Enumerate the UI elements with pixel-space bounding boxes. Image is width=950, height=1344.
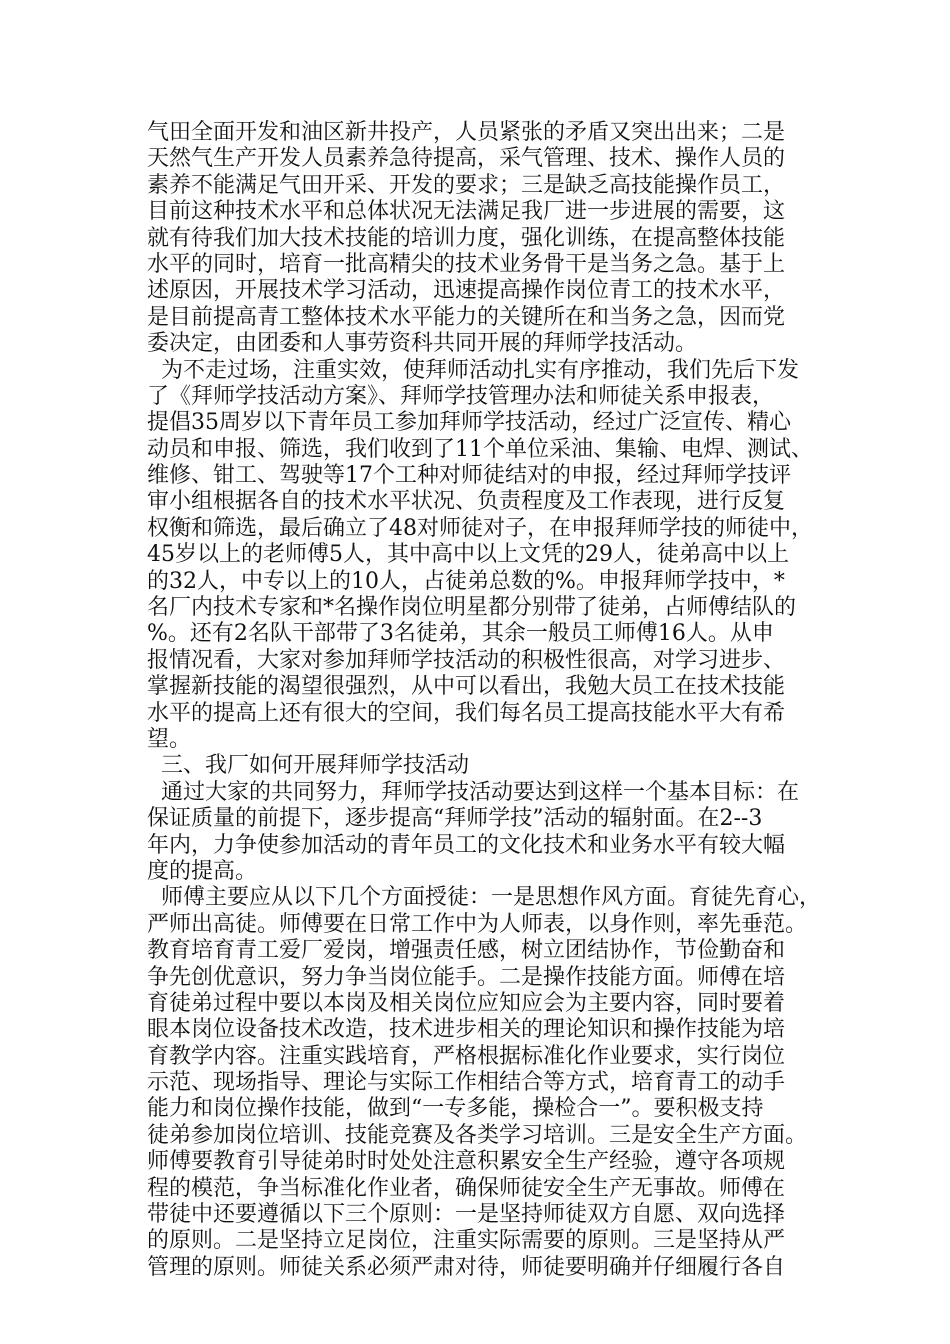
text-line: 育徒弟过程中要以本岗及相关岗位应知应会为主要内容，同时要着 (147, 990, 786, 1016)
text-line: 就有待我们加大技术技能的培训力度，强化训练，在提高整体技能 (147, 225, 786, 251)
text-line: %。还有2名队干部带了3名徒弟，其余一般员工师傅16人。从申 (147, 621, 774, 647)
paragraph (147, 120, 817, 358)
text-line: 权衡和筛选，最后确立了48对师徒对子，在申报拜师学技的师徒中， (147, 515, 813, 541)
text-line: 望。 (147, 726, 192, 752)
text-line: 程的模范，争当标准化作业者，确保师徒安全生产无事故。师傅在 (147, 1175, 786, 1201)
section-heading (147, 753, 817, 779)
text-line: 了《拜师学技活动方案》、拜师学技管理办法和师徒关系申报表， (147, 383, 775, 409)
text-line: 提倡35周岁以下青年员工参加拜师学技活动，经过广泛宣传、精心 (147, 410, 791, 436)
text-line: 示范、现场指导、理论与实际工作相结合等方式，培育青工的动手 (147, 1070, 786, 1096)
text-line: 的原则。二是坚持立足岗位，注重实际需要的原则。三是坚持从严 (147, 1228, 786, 1254)
text-line: 年内，力争使参加活动的青年员工的文化技术和业务水平有较大幅 (147, 832, 786, 858)
text-line: 审小组根据各自的技术水平状况、负责程度及工作表现，进行反复 (147, 489, 786, 515)
text-line: 气田全面开发和油区新井投产，人员紧张的矛盾又突出出来；二是 (147, 120, 786, 145)
text-line: 育教学内容。注重实践培育，严格根据标准化作业要求，实行岗位 (147, 1043, 786, 1069)
text-line: 争先创优意识，努力争当岗位能手。二是操作技能方面。师傅在培 (147, 964, 786, 990)
text-line: 天然气生产开发人员素养急待提高，采气管理、技术、操作人员的 (147, 146, 786, 172)
text-line: 水平的提高上还有很大的空间，我们每名员工提高技能水平大有希 (147, 700, 786, 726)
text-line: 动员和申报、筛选，我们收到了11个单位采油、集输、电焊、测试、 (147, 436, 813, 462)
text-line: 通过大家的共同努力，拜师学技活动要达到这样一个基本目标：在 (147, 779, 799, 805)
text-line: 为不走过场，注重实效，使拜师活动扎实有序推动，我们先后下发 (147, 357, 799, 383)
text-line: 带徒中还要遵循以下三个原则：一是坚持师徒双方自愿、双向选择 (147, 1202, 786, 1228)
text-line: 水平的同时，培育一批高精尖的技术业务骨干是当务之急。基于上 (147, 251, 786, 277)
paragraph (147, 358, 817, 754)
text-line: 师傅要教育引导徒弟时时处处注意积累安全生产经验，遵守各项规 (147, 1149, 786, 1175)
paragraph (147, 780, 817, 886)
text-line: 严师出高徒。师傅要在日常工作中为人师表，以身作则，率先垂范。 (147, 911, 808, 937)
text-line: 师傅主要应从以下几个方面授徒：一是思想作风方面。育徒先育心， (147, 885, 821, 911)
text-line: 眼本岗位设备技术改造，技术进步相关的理论知识和操作技能为培 (147, 1017, 786, 1043)
document-page (147, 120, 821, 1281)
text-line: 管理的原则。师徒关系必须严肃对待，师徒要明确并仔细履行各自 (147, 1254, 786, 1280)
text-line: 45岁以上的老师傅5人，其中高中以上文凭的29人，徒弟高中以上 (147, 542, 789, 568)
text-line: 目前这种技术水平和总体状况无法满足我厂进一步进展的需要，这 (147, 199, 786, 225)
text-line: 度的提高。 (147, 858, 258, 884)
text-line: 的32人，中专以上的10人，占徒弟总数的%。申报拜师学技中，* (147, 568, 785, 594)
text-line: 是目前提高青工整体技术水平能力的关键所在和当务之急，因而党 (147, 304, 786, 330)
text-line: 保证质量的前提下，逐步提高“拜师学技”活动的辐射面。在2--3 (147, 806, 763, 832)
text-line: 三、我厂如何开展拜师学技活动 (147, 753, 469, 779)
text-line: 报情况看，大家对参加拜师学技活动的积极性很高，对学习进步、 (147, 647, 786, 673)
text-line: 委决定，由团委和人事劳资科共同开展的拜师学技活动。 (147, 331, 698, 357)
text-line: 教育培育青工爱厂爱岗，增强责任感，树立团结协作，节俭勤奋和 (147, 938, 786, 964)
text-line: 能力和岗位操作技能，做到“一专多能，操检合一”。要积极支持 (147, 1096, 764, 1122)
text-line: 名厂内技术专家和*名操作岗位明星都分别带了徒弟，占师傅结队的 (147, 595, 797, 621)
text-line: 徒弟参加岗位培训、技能竞赛及各类学习培训。三是安全生产方面。 (147, 1122, 808, 1148)
text-line: 掌握新技能的渴望很强烈，从中可以看出，我勉大员工在技术技能 (147, 674, 786, 700)
text-line: 素养不能满足气田开采、开发的要求；三是缺乏高技能操作员工， (147, 172, 786, 198)
text-line: 维修、钳工、驾驶等17个工种对师徒结对的申报，经过拜师学技评 (147, 463, 791, 489)
paragraph (147, 885, 821, 1281)
text-line: 述原因，开展技术学习活动，迅速提高操作岗位青工的技术水平， (147, 278, 786, 304)
